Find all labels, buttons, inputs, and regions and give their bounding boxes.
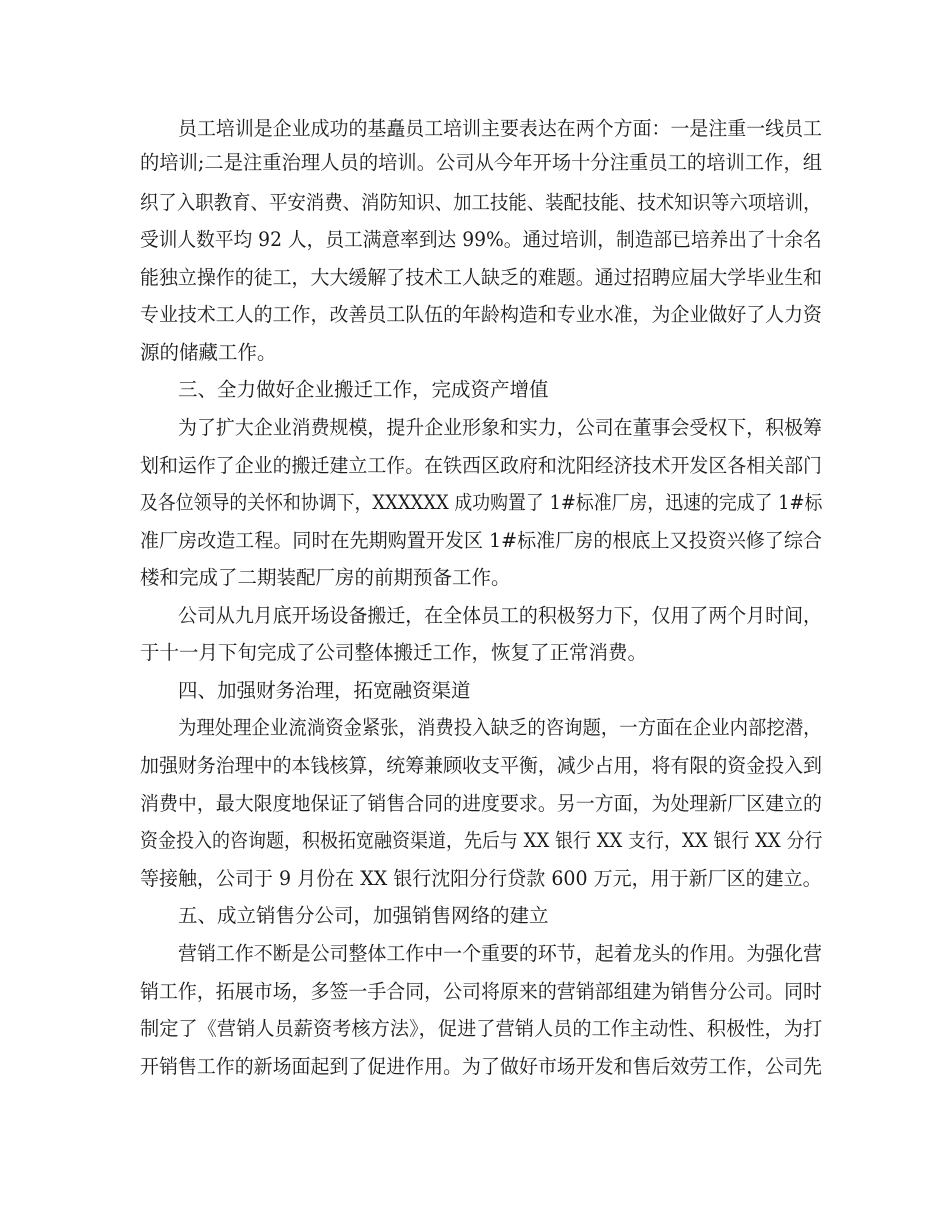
text-line: 于十一月下旬完成了公司整体搬迁工作，恢复了正常消费。 <box>140 641 648 664</box>
text-line: 加强财务治理中的本钱核算，统筹兼顾收支平衡，减少占用，将有限的资金投入到 <box>140 754 823 777</box>
text-line: 营销工作不断是公司整体工作中一个重要的环节，起着龙头的作用。为强化营 <box>178 942 822 965</box>
text-line: 销工作，拓展市场，多签一手合同，公司将原来的营销部组建为销售分公司。同时 <box>140 980 823 1003</box>
section-heading: 四、加强财务治理，拓宽融资渠道 <box>178 679 471 702</box>
text-line: 为了扩大企业消费规模，提升企业形象和实力，公司在董事会受权下，积极筹 <box>178 416 822 439</box>
text-line: 及各位领导的关怀和协调下，XXXXXX 成功购置了 1#标准厂房，迅速的完成了 1#标 <box>140 491 823 514</box>
text-line: 划和运作了企业的搬迁建立工作。在铁西区政府和沈阳经济技术开发区各相关部门 <box>140 454 823 477</box>
text-line: 专业技术工人的工作，改善员工队伍的年龄构造和专业水准，为企业做好了人力资 <box>140 303 823 326</box>
text-line: 织了入职教育、平安消费、消防知识、加工技能、装配技能、技术知识等六项培训， <box>140 191 822 214</box>
section-heading: 三、全力做好企业搬迁工作，完成资产增值 <box>178 378 549 401</box>
text-line: 公司从九月底开场设备搬迁，在全体员工的积极努力下，仅用了两个月时间， <box>178 604 822 627</box>
text-line: 准厂房改造工程。同时在先期购置开发区 1#标准厂房的根底上又投资兴修了综合 <box>140 529 822 552</box>
text-line: 源的储藏工作。 <box>140 341 277 364</box>
text-line: 楼和完成了二期装配厂房的前期预备工作。 <box>140 566 511 589</box>
text-line: 开销售工作的新场面起到了促进作用。为了做好市场开发和售后效劳工作，公司先 <box>140 1055 823 1078</box>
text-line: 消费中，最大限度地保证了销售合同的进度要求。另一方面，为处理新厂区建立的 <box>140 792 823 815</box>
text-line: 等接触，公司于 9 月份在 XX 银行沈阳分行贷款 600 万元，用于新厂区的建立。 <box>140 867 822 890</box>
section-heading: 五、成立销售分公司，加强销售网络的建立 <box>178 904 549 927</box>
text-line: 受训人数平均 92 人，员工满意率到达 99%。通过培训，制造部已培养出了十余名 <box>140 228 822 251</box>
text-line: 资金投入的咨询题，积极拓宽融资渠道，先后与 XX 银行 XX 支行，XX 银行 XX 分行 <box>140 829 823 852</box>
text-line: 员工培训是企业成功的基矗员工培训主要表达在两个方面：一是注重一线员工 <box>178 117 822 140</box>
text-line: 制定了《营销人员薪资考核方法》，促进了营销人员的工作主动性、积极性，为打 <box>140 1017 823 1040</box>
text-line: 为理处理企业流淌资金紧张，消费投入缺乏的咨询题，一方面在企业内部挖潜， <box>178 716 822 739</box>
text-line: 能独立操作的徒工，大大缓解了技术工人缺乏的难题。通过招聘应届大学毕业生和 <box>140 266 823 289</box>
text-line: 的培训;二是注重治理人员的培训。公司从今年开场十分注重员工的培训工作，组 <box>140 151 823 174</box>
